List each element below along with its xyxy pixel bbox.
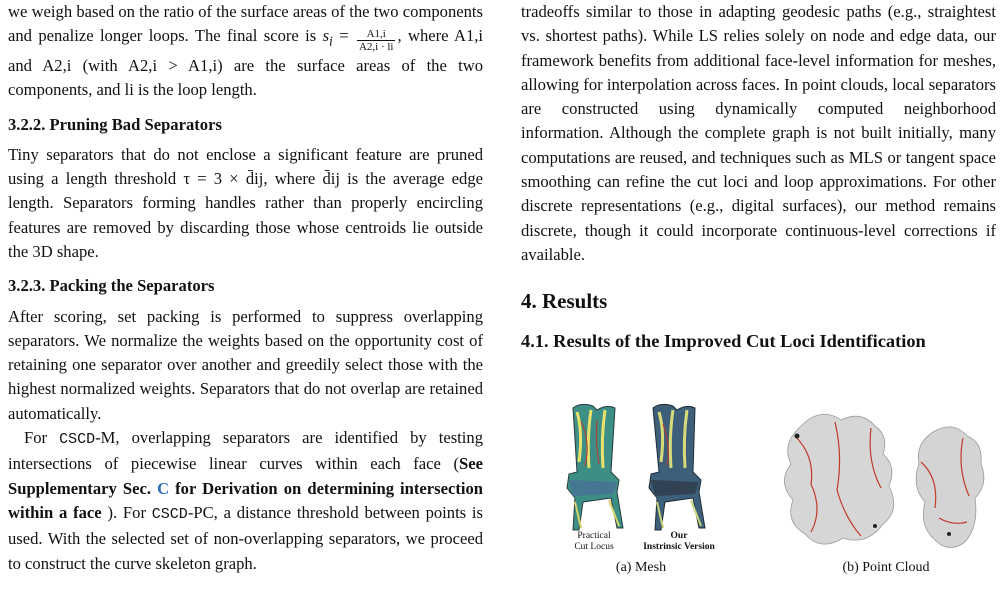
dragon-point-cloud-image xyxy=(771,406,911,556)
supplementary-link[interactable]: C xyxy=(157,478,170,498)
chair-intrinsic-image xyxy=(641,402,713,532)
caption-point-cloud: (b) Point Cloud xyxy=(842,560,930,575)
pruning-paragraph: Tiny separators that do not enclose a significant feature are pruned using a length threshold τ = 3 × d̄ij, where d̄ij is the average edge length. Separators forming handles rather than properly encircling features are removed by discarding those whose centroids lie outside the 3D shape. xyxy=(8,144,483,261)
tradeoffs-paragraph: tradeoffs similar to those in adapting geodesic paths (e.g., straightest vs. shortest paths). While LS relies solely on node and edge data, our framework benefits from additional face-level information for meshes, allowing for interpolation across faces. In point clouds, local separators are constructed using dynamically computed neighborhood information. Although the complete graph is not built initially, many computations are reused, and techniques such as MLS or tangent space smoothing can refine the cut loci and loop approximations. For other discrete representations (e.g., digital surfaces), our method remains discrete, though it could incorporate continuous-level corrections if available. xyxy=(521,2,996,264)
caption-mesh: (a) Mesh xyxy=(615,560,667,575)
results-figure xyxy=(521,402,996,582)
chair-mesh-image xyxy=(561,402,631,532)
section-heading-cut-loci: 4.1. Results of the Improved Cut Loci Identification xyxy=(521,331,926,352)
section-heading-pruning: 3.2.2. Pruning Bad Separators xyxy=(8,114,222,134)
right-column xyxy=(521,0,996,354)
left-column xyxy=(8,0,483,576)
section-heading-packing: 3.2.3. Packing the Separators xyxy=(8,276,215,296)
label-practical-cut-locus: Practical Cut Locus xyxy=(574,531,614,552)
score-fraction: $\frac{A1,i}{A2,i \cdot li}$ xyxy=(358,28,394,54)
overlap-paragraph: For CSCD-M, overlapping separators are identified by testing intersections of piecewise linear curves within each face (See Supplementary Sec. C for Derivation on determining intersection within a face ). For CSCD-PC, a distance threshold between points is used. With the selected set of non-overlapping separators, we proceed to construct the curve skeleton graph. xyxy=(8,428,484,573)
elephant-point-cloud-image xyxy=(909,422,989,552)
packing-paragraph: After scoring, set packing is performed to suppress overlapping separators. We normalize the weights based on the opportunity cost of retaining one separator over another and greedily select those with the highest normalized weights. Separators that do not overlap are retained automatically. xyxy=(8,306,483,423)
score-paragraph: we weigh based on the ratio of the surface areas of the two components and penalize longer loops. The final score is $s_i$ = $\frac{A1,i}{A2,i \cdot li}$ , where A1,i and A2,i (with A2,i > A1,i) are the surface areas of the two components, and li is the loop length. xyxy=(8,2,484,100)
section-heading-results: 4. Results xyxy=(521,289,608,314)
label-our-intrinsic: Our Instrinsic Version xyxy=(643,531,715,552)
